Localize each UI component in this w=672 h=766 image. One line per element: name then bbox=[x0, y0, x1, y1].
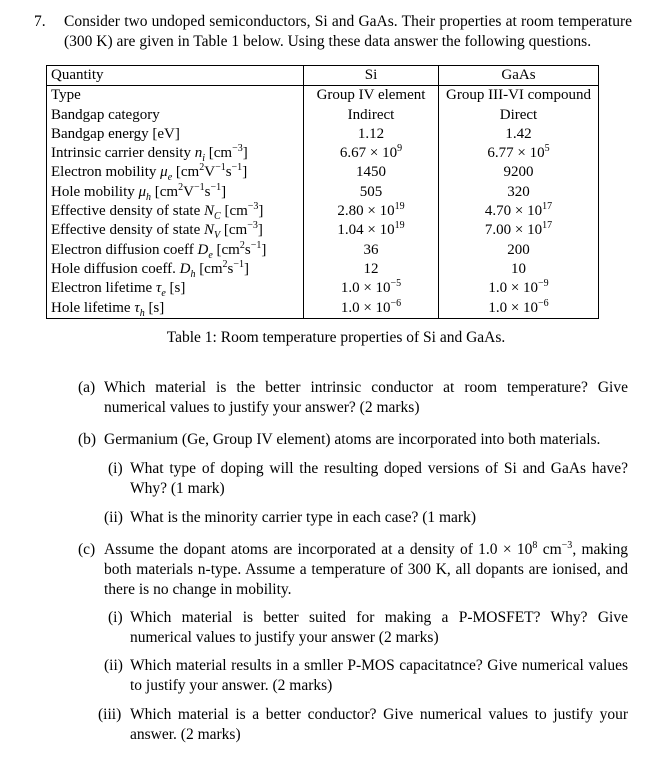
cell-si: 1.12 bbox=[304, 125, 439, 144]
cell-quantity: Effective density of state $N_V$ $[cm^{-3}]$ bbox=[47, 221, 304, 240]
part-a-label: (a) bbox=[78, 379, 96, 396]
cell-quantity: Hole mobility $\mu_h$ $[cm^2V^{-1}s^{-1}]$ bbox=[47, 183, 304, 202]
cell-gaas: $1.0 \times 10^{-6}$ bbox=[439, 299, 599, 319]
cell-quantity: Bandgap energy [eV] bbox=[47, 125, 304, 144]
cell-si: Group IV element bbox=[304, 86, 439, 106]
table-row bbox=[47, 125, 599, 144]
cell-si: $1.0 \times 10^{-6}$ bbox=[304, 299, 439, 319]
cell-quantity: Hole diffusion coeff. $D_h$ $[cm^2s^{-1}]$ bbox=[47, 260, 304, 279]
part-a-text: Which material is the better intrinsic conductor at room temperature? Give numerical values to justify your answer? (2 marks) bbox=[104, 379, 628, 416]
cell-gaas: Direct bbox=[439, 106, 599, 125]
table-row bbox=[47, 299, 599, 319]
cell-gaas: 1.42 bbox=[439, 125, 599, 144]
cell-gaas: $1.0 \times 10^{-9}$ bbox=[439, 279, 599, 298]
cell-quantity: Electron mobility $\mu_e$ $[cm^2V^{-1}s^{-1}]$ bbox=[47, 163, 304, 182]
part-b-ii-label: (ii) bbox=[104, 509, 123, 526]
cell-quantity: Hole lifetime $\tau_h$ [s] bbox=[47, 299, 304, 319]
cell-quantity: Intrinsic carrier density $n_i$ $[cm^{-3}]$ bbox=[47, 144, 304, 163]
part-c-ii-text: Which material results in a smller P-MOS capacitatnce? Give numerical values to justify your answer. (2 marks) bbox=[130, 657, 628, 694]
cell-quantity: Type bbox=[47, 86, 304, 106]
part-c-iii-text: Which material is a better conductor? Give numerical values to justify your answer. (2 marks) bbox=[130, 706, 628, 743]
cell-gaas: 200 bbox=[439, 241, 599, 260]
table-header-row bbox=[47, 66, 599, 86]
part-c-ii-label: (ii) bbox=[104, 657, 123, 674]
cell-gaas: $7.00 \times 10^{17}$ bbox=[439, 221, 599, 240]
cell-si: $1.04 \times 10^{19}$ bbox=[304, 221, 439, 240]
header-gaas: GaAs bbox=[439, 66, 599, 86]
part-b-label: (b) bbox=[78, 431, 97, 448]
cell-quantity: Effective density of state $N_C$ $[cm^{-3}]$ bbox=[47, 202, 304, 221]
question-text: Consider two undoped semiconductors, Si and GaAs. Their properties at room temperature (300 K) are given in Table 1 below. Using these data answer the following questions. bbox=[64, 13, 632, 50]
cell-si: 36 bbox=[304, 241, 439, 260]
header-quantity: Quantity bbox=[47, 66, 304, 86]
table-row bbox=[47, 106, 599, 125]
cell-gaas: 320 bbox=[439, 183, 599, 202]
part-b-i-label: (i) bbox=[108, 460, 123, 477]
part-b-i-text: What type of doping will the resulting doped versions of Si and GaAs have? Why? (1 mark) bbox=[130, 460, 628, 497]
part-c-i-label: (i) bbox=[108, 609, 123, 626]
table-row bbox=[47, 221, 599, 240]
part-b-text: Germanium (Ge, Group IV element) atoms are incorporated into both materials. bbox=[104, 431, 601, 448]
cell-si: Indirect bbox=[304, 106, 439, 125]
cell-si: $6.67 \times 10^9$ bbox=[304, 144, 439, 163]
cell-gaas: $6.77 \times 10^5$ bbox=[439, 144, 599, 163]
question-number: 7. bbox=[34, 13, 46, 30]
table-row bbox=[47, 279, 599, 298]
table-caption: Table 1: Room temperature properties of Si and GaAs. bbox=[166, 329, 506, 346]
table-row bbox=[47, 86, 599, 106]
table-body bbox=[47, 86, 599, 319]
table-row bbox=[47, 260, 599, 279]
cell-si: 505 bbox=[304, 183, 439, 202]
cell-quantity: Electron diffusion coeff $D_e$ $[cm^2s^{-1}]$ bbox=[47, 241, 304, 260]
cell-quantity: Electron lifetime $\tau_e$ [s] bbox=[47, 279, 304, 298]
table-row bbox=[47, 241, 599, 260]
part-c-i-text: Which material is better suited for making a P-MOSFET? Why? Give numerical values to justify your answer (2 marks) bbox=[130, 609, 628, 646]
part-c-iii-label: (iii) bbox=[98, 706, 122, 723]
properties-table bbox=[46, 65, 599, 319]
cell-gaas: $4.70 \times 10^{17}$ bbox=[439, 202, 599, 221]
cell-si: $1.0 \times 10^{-5}$ bbox=[304, 279, 439, 298]
table-row bbox=[47, 202, 599, 221]
part-b-ii-text: What is the minority carrier type in each case? (1 mark) bbox=[130, 509, 477, 526]
part-c-label: (c) bbox=[78, 541, 96, 558]
cell-gaas: 10 bbox=[439, 260, 599, 279]
header-si: Si bbox=[304, 66, 439, 86]
table-row bbox=[47, 183, 599, 202]
cell-si: $2.80 \times 10^{19}$ bbox=[304, 202, 439, 221]
cell-quantity: Bandgap category bbox=[47, 106, 304, 125]
cell-gaas: Group III-VI compound bbox=[439, 86, 599, 106]
part-c-text: Assume the dopant atoms are incorporated at a density of $1.0 \times 10^8$ $cm^{-3}$, making both materials n-type. Assume a temperature of 300 K, all dopants are ionised, and there is no change in mobility. bbox=[104, 539, 628, 598]
table-row bbox=[47, 163, 599, 182]
cell-gaas: 9200 bbox=[439, 163, 599, 182]
cell-si: 12 bbox=[304, 260, 439, 279]
cell-si: 1450 bbox=[304, 163, 439, 182]
table-row bbox=[47, 144, 599, 163]
